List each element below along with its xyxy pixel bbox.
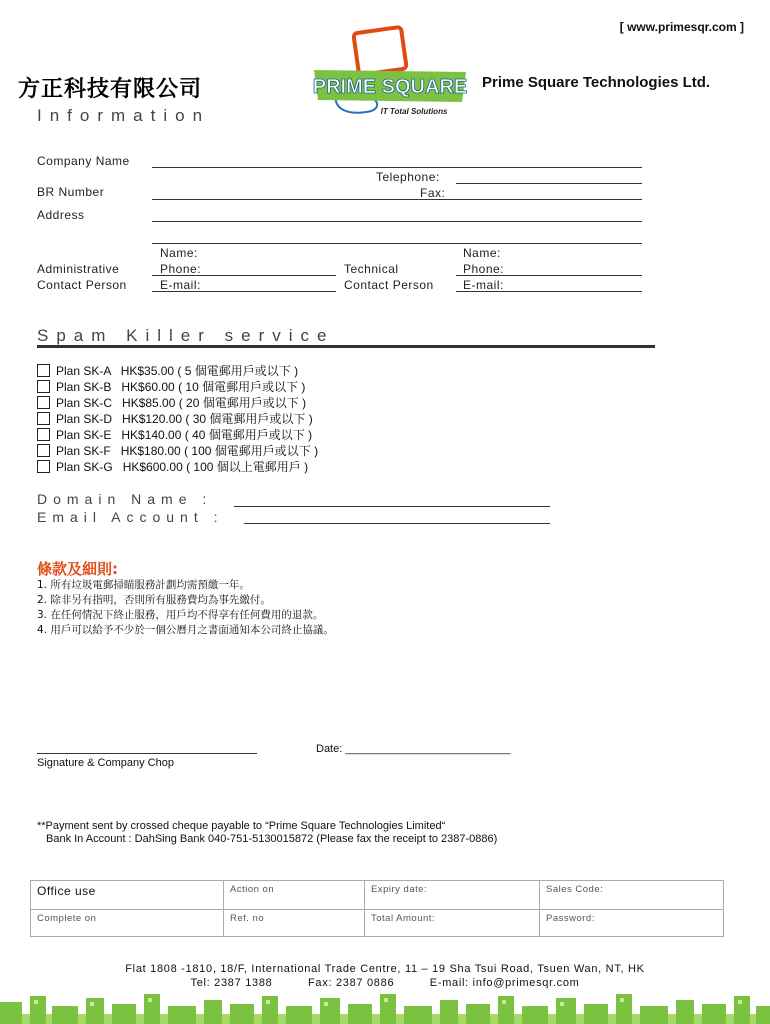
signature-label: Signature & Company Chop bbox=[37, 757, 174, 769]
plan-option[interactable]: Plan SK-F HK$180.00 ( 100 個電郵用戶或以下 ) bbox=[37, 442, 318, 458]
website-url: [ www.primesqr.com ] bbox=[619, 20, 744, 34]
plan-checkbox[interactable] bbox=[37, 380, 50, 393]
logo-tagline: IT Total Solutions bbox=[380, 107, 448, 116]
term-item: 3. 在任何情況下終止服務，用戶均不得享有任何費用的退款。 bbox=[37, 609, 324, 621]
term-item: 1. 所有垃圾電郵掃瞄服務計劃均需預繳一年。 bbox=[37, 579, 250, 591]
decorative-city-border bbox=[0, 992, 770, 1024]
br-number-field[interactable] bbox=[152, 199, 642, 200]
domain-name-label: Domain Name : bbox=[37, 491, 213, 507]
tech-email-field[interactable] bbox=[456, 291, 642, 292]
tech-phone-field[interactable] bbox=[456, 275, 642, 276]
footer-tel: Tel: 2387 1388 bbox=[190, 977, 273, 989]
signature-field[interactable] bbox=[37, 753, 257, 754]
footer-contact bbox=[0, 977, 770, 989]
br-number-label: BR Number bbox=[37, 185, 105, 199]
office-use-label: Office use bbox=[31, 881, 224, 910]
term-item: 2. 除非另有指明，否則所有服務費均為事先繳付。 bbox=[37, 594, 271, 606]
admin-phone-field[interactable] bbox=[152, 275, 336, 276]
payment-note: **Payment sent by crossed cheque payable to “Prime Square Technologies Limited“ bbox=[37, 820, 446, 832]
plan-checkbox[interactable] bbox=[37, 364, 50, 377]
prime-square-logo bbox=[306, 22, 476, 122]
plan-checkbox[interactable] bbox=[37, 396, 50, 409]
admin-email-label: E-mail: bbox=[160, 278, 201, 292]
plan-checkbox[interactable] bbox=[37, 444, 50, 457]
domain-name-field[interactable] bbox=[234, 506, 550, 507]
address-field-2[interactable] bbox=[152, 243, 642, 244]
plan-checkbox[interactable] bbox=[37, 460, 50, 473]
action-on-cell: Action on bbox=[224, 881, 365, 910]
logo-wordmark: PRIME SQUARE bbox=[312, 76, 468, 98]
complete-on-cell: Complete on bbox=[31, 910, 224, 937]
tech-contact-label-1: Technical bbox=[344, 262, 399, 276]
spam-killer-title: Spam Killer service bbox=[37, 326, 335, 345]
tech-phone-label: Phone: bbox=[463, 262, 505, 276]
ref-no-cell: Ref. no bbox=[224, 910, 365, 937]
admin-phone-label: Phone: bbox=[160, 262, 202, 276]
office-use-table bbox=[30, 880, 724, 937]
information-title: Information bbox=[37, 106, 211, 125]
date-field[interactable]: Date: ___________________________ bbox=[316, 743, 511, 755]
plan-option[interactable]: Plan SK-C HK$85.00 ( 20 個電郵用戶或以下 ) bbox=[37, 394, 318, 410]
section-divider bbox=[37, 345, 655, 348]
email-account-field[interactable] bbox=[244, 523, 550, 524]
terms-title: 條款及細則: bbox=[37, 560, 118, 578]
address-field-1[interactable] bbox=[152, 221, 642, 222]
total-amount-cell: Total Amount: bbox=[365, 910, 540, 937]
tech-contact-label-2: Contact Person bbox=[344, 278, 434, 292]
admin-email-field[interactable] bbox=[152, 291, 336, 292]
bank-account-note: Bank In Account : DahSing Bank 040-751-5130015872 (Please fax the receipt to 2387-0886) bbox=[46, 833, 498, 845]
plan-option[interactable]: Plan SK-G HK$600.00 ( 100 個以上電郵用戶 ) bbox=[37, 458, 318, 474]
plan-option[interactable]: Plan SK-D HK$120.00 ( 30 個電郵用戶或以下 ) bbox=[37, 410, 318, 426]
tech-name-label: Name: bbox=[463, 246, 501, 260]
footer-email: E-mail: info@primesqr.com bbox=[429, 977, 580, 989]
fax-label: Fax: bbox=[420, 186, 446, 200]
plan-option[interactable]: Plan SK-B HK$60.00 ( 10 個電郵用戶或以下 ) bbox=[37, 378, 318, 394]
company-name-label: Company Name bbox=[37, 154, 130, 168]
telephone-label: Telephone: bbox=[376, 170, 440, 184]
email-account-label: Email Account : bbox=[37, 509, 224, 525]
telephone-field[interactable] bbox=[456, 183, 642, 184]
plan-list bbox=[37, 362, 318, 474]
tech-email-label: E-mail: bbox=[463, 278, 504, 292]
password-cell: Password: bbox=[540, 910, 724, 937]
expiry-date-cell: Expiry date: bbox=[365, 881, 540, 910]
sales-code-cell: Sales Code: bbox=[540, 881, 724, 910]
admin-contact-label-2: Contact Person bbox=[37, 278, 127, 292]
footer-address: Flat 1808 -1810, 18/F, International Trade Centre, 11 – 19 Sha Tsui Road, Tsuen Wan, NT, HK bbox=[125, 963, 645, 975]
address-label: Address bbox=[37, 208, 85, 222]
admin-name-label: Name: bbox=[160, 246, 198, 260]
plan-option[interactable]: Plan SK-E HK$140.00 ( 40 個電郵用戶或以下 ) bbox=[37, 426, 318, 442]
admin-contact-label-1: Administrative bbox=[37, 262, 120, 276]
footer-fax: Fax: 2387 0886 bbox=[308, 977, 395, 989]
plan-checkbox[interactable] bbox=[37, 428, 50, 441]
company-name-english: Prime Square Technologies Ltd. bbox=[482, 74, 711, 91]
term-item: 4. 用戶可以給予不少於一個公曆月之書面通知本公司終止協議。 bbox=[37, 624, 334, 636]
plan-option[interactable]: Plan SK-A HK$35.00 ( 5 個電郵用戶或以下 ) bbox=[37, 362, 318, 378]
company-name-chinese: 方正科技有限公司 bbox=[18, 77, 203, 102]
company-name-field[interactable] bbox=[152, 167, 642, 168]
plan-checkbox[interactable] bbox=[37, 412, 50, 425]
